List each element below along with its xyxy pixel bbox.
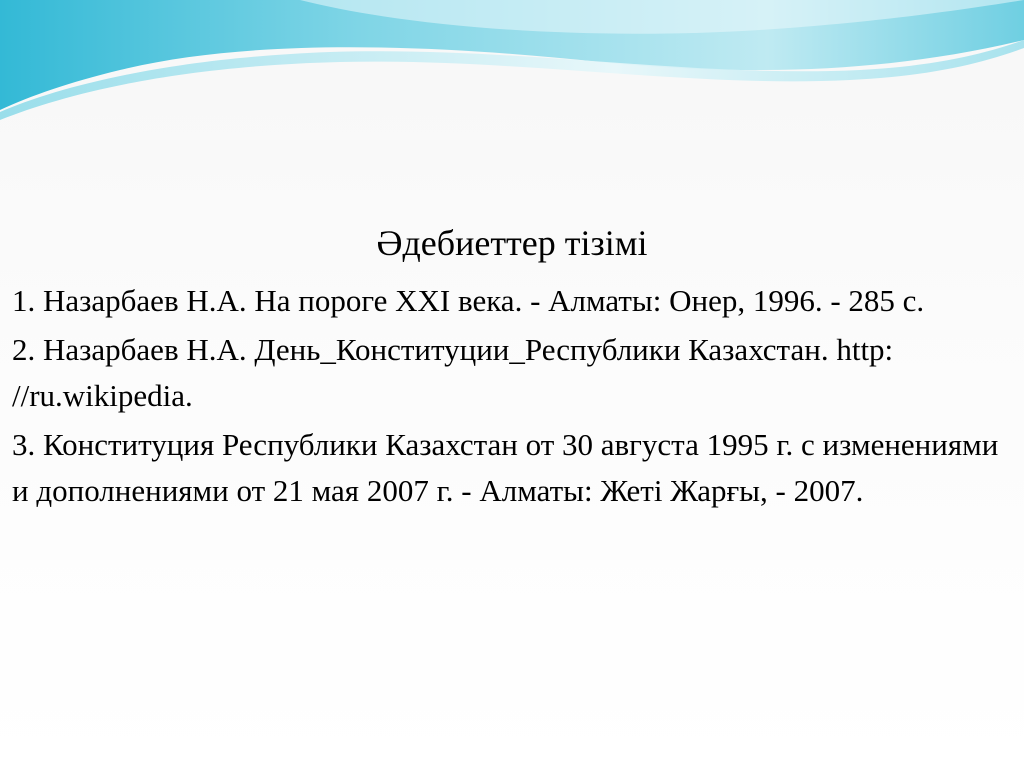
reference-item: 1. Назарбаев Н.А. На пороге XXI века. - Алматы: Онер, 1996. - 285 с. — [12, 283, 925, 318]
wave-decoration — [0, 0, 1024, 130]
reference-item: 3. Конституция Республики Казахстан от 30 августа 1995 г. с изменениями и дополнениями от 21 мая 2007 г. - Алматы: Жеті Жарғы, - 2007. — [12, 427, 999, 508]
slide-title: Әдебиеттер тізімі — [376, 223, 648, 263]
reference-item: 2. Назарбаев Н.А. День_Конституции_Республики Казахстан. http: //ru.wikipedia. — [12, 332, 894, 413]
reference-list — [12, 278, 1016, 517]
